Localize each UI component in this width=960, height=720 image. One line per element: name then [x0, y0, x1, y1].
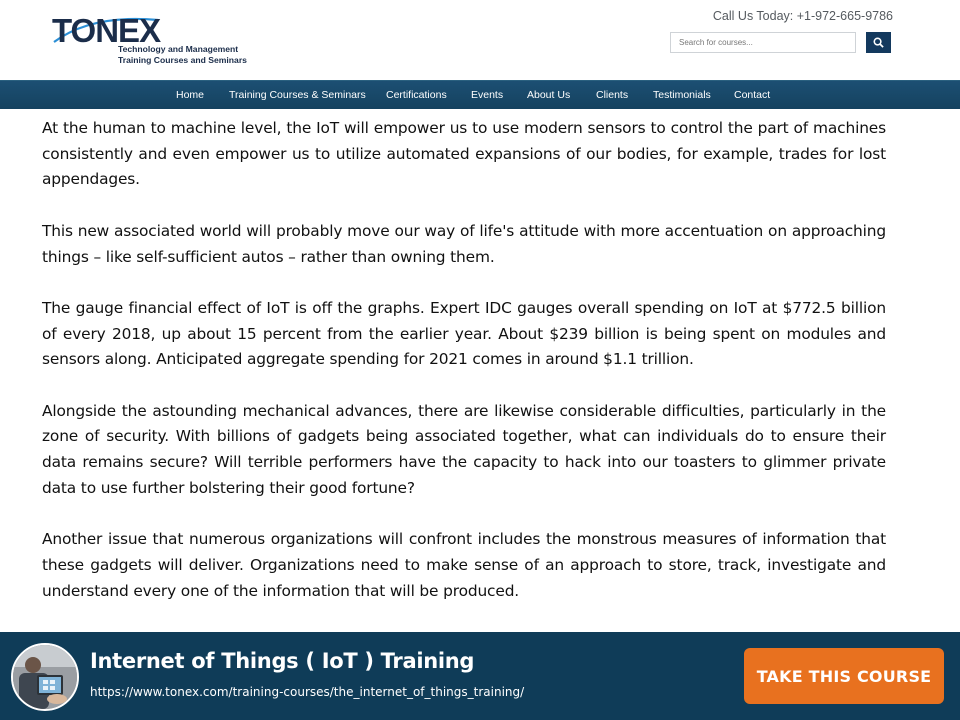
article-body: [42, 116, 886, 630]
search-input[interactable]: [670, 32, 856, 53]
nav-item-training-courses[interactable]: Training Courses & Seminars: [229, 89, 366, 101]
article-paragraph: Alongside the astounding mechanical advances, there are likewise considerable difficulties, particularly in the zone of security. With billions of gadgets being associated together, what can individuals do to ensure their data remains secure? Will terrible performers have the capacity to hack into our toasters to glimmer private data to use further bolstering their good fortune?: [42, 401, 886, 497]
article-paragraph: The gauge financial effect of IoT is off the graphs. Expert IDC gauges overall spending on IoT at $772.5 billion of every 2018, up about 15 percent from the earlier year. About $239 billion is being spent on modules and sensors along. Anticipated aggregate spending for 2021 comes in around $1.1 trillion.: [42, 298, 886, 369]
person-with-tablet-icon: [13, 645, 77, 709]
search-button[interactable]: [866, 32, 891, 53]
logo-wordmark: TONEX: [52, 12, 161, 49]
course-search: [670, 32, 891, 53]
article-paragraph: This new associated world will probably move our way of life's attitude with more accentuation on approaching things – like self-sufficient autos – rather than owning them.: [42, 221, 886, 266]
nav-item-contact[interactable]: Contact: [734, 89, 771, 101]
search-icon: [873, 37, 884, 48]
nav-item-events[interactable]: Events: [471, 89, 504, 101]
call-us-phone[interactable]: Call Us Today: +1-972-665-9786: [712, 9, 893, 23]
course-title: Internet of Things ( IoT ) Training: [90, 649, 475, 673]
nav-item-testimonials[interactable]: Testimonials: [653, 89, 711, 101]
course-thumbnail: [11, 643, 79, 711]
nav-item-clients[interactable]: Clients: [596, 89, 629, 101]
nav-item-home[interactable]: Home: [176, 89, 205, 101]
main-nav: [0, 80, 960, 109]
article-paragraph: At the human to machine level, the IoT will empower us to use modern sensors to control the part of machines consistently and even empower us to utilize automated expansions of our bodies, for example, trades for lost appendages.: [42, 119, 886, 189]
logo-tagline-1: Technology and Management: [118, 44, 239, 54]
site-header: [0, 0, 960, 80]
take-this-course-button[interactable]: TAKE THIS COURSE: [744, 648, 944, 704]
nav-item-certifications[interactable]: Certifications: [386, 89, 447, 101]
article-paragraph: Another issue that numerous organizations will confront includes the monstrous measures of information that these gadgets will deliver. Organizations need to make sense of an approach to store, track, investigate and understand every one of the information that will be produced.: [42, 530, 886, 600]
course-banner: [0, 632, 960, 720]
logo-tagline-2: Training Courses and Seminars: [118, 55, 247, 65]
course-url-link[interactable]: https://www.tonex.com/training-courses/the_internet_of_things_training/: [90, 685, 525, 699]
tonex-logo[interactable]: [52, 10, 252, 72]
nav-item-about-us[interactable]: About Us: [527, 89, 571, 101]
